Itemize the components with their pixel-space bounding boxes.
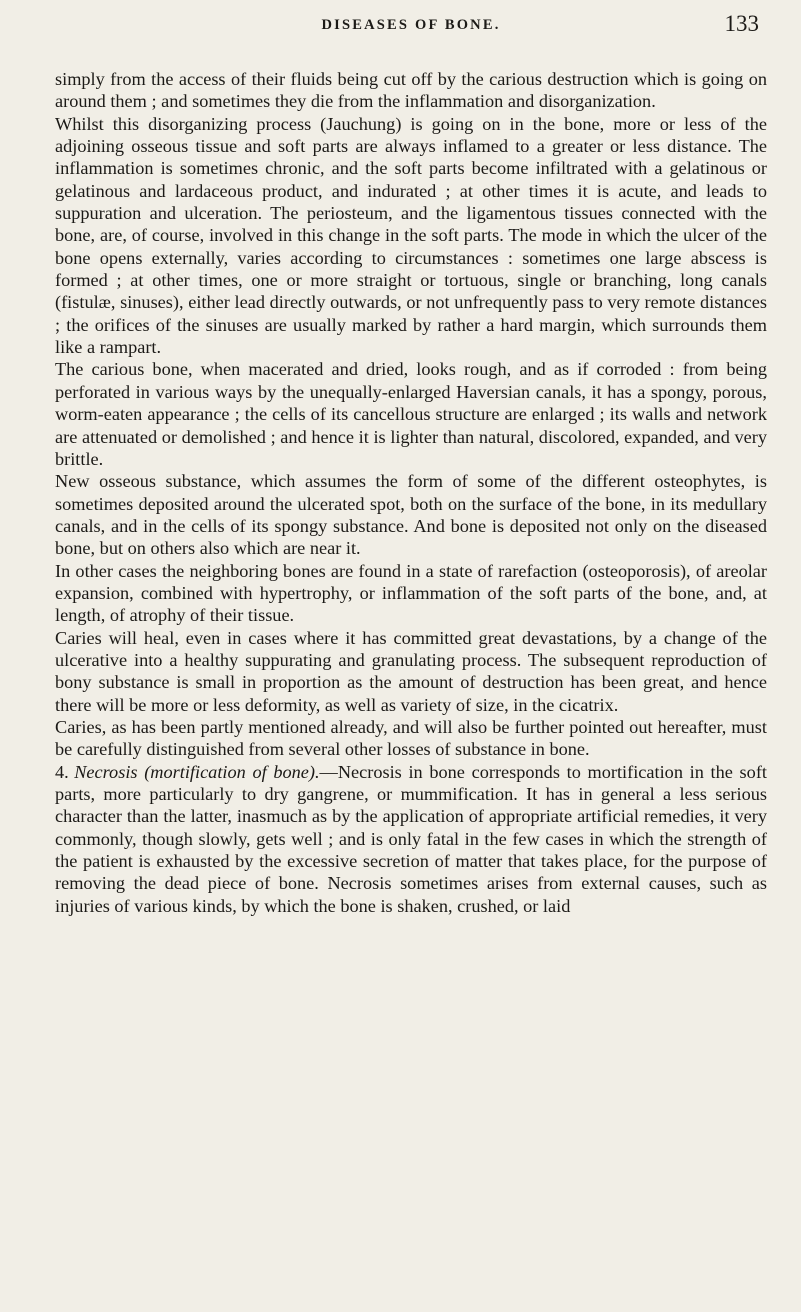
paragraph-neighboring-bones: In other cases the neighboring bones are found in a state of rarefaction (osteoporosis), of areolar expansion, combined with hypertrophy, or inflammation of the soft parts of the bone, and, at length, of atrophy of their tissue. — [55, 560, 767, 626]
paragraph-caries-distinguished: Caries, as has been partly mentioned already, and will also be further pointed out hereafter, must be carefully distinguished from several other losses of substance in bone. — [55, 716, 767, 760]
section-title-name: Necrosis — [74, 761, 138, 782]
book-page — [55, 11, 767, 917]
body-text — [55, 68, 767, 917]
section-text: —Necrosis in bone corresponds to mortification in the soft parts, more particularly to dry gangrene, or mummification. It has in general a less serious character than the latter, inasmuch as by the application of appropriate artificial remedies, it very commonly, though slowly, gets well ; and is only fatal in the few cases in which the strength of the patient is exhausted by the excessive secretion of matter that takes place, for the purpose of removing the dead piece of bone. Necrosis sometimes arises from external causes, such as injuries of various kinds, by which the bone is shaken, crushed, or laid — [55, 761, 767, 916]
paragraph-carious-bone: The carious bone, when macerated and dried, looks rough, and as if corroded : from being perforated in various ways by the unequally-enlarged Haversian canals, it has a spongy, porous, worm-eaten appearance ; the cells of its cancellous structure are enlarged ; its walls and network are attenuated or demolished ; and hence it is lighter than natural, discolored, expanded, and very brittle. — [55, 359, 767, 469]
page-number: 133 — [724, 11, 759, 36]
paragraph-caries-healing: Caries will heal, even in cases where it has committed great devastations, by a change of the ulcerative into a healthy suppurating and granulating process. The subsequent reproduction of bony substance is small in proportion as the amount of destruction has been great, and hence there will be more or less deformity, as well as variety of size, in the cicatrix. — [55, 627, 767, 715]
page-header — [55, 11, 767, 44]
paragraph-continuation: simply from the access of their fluids being cut off by the carious destruction which is going on around them ; and sometimes they die from the inflammation and disorganization. — [55, 69, 767, 112]
running-head: DISEASES OF BONE. — [321, 17, 501, 33]
section-title-gloss: (mortification of bone). — [144, 761, 320, 782]
section-number: 4. — [55, 761, 69, 782]
paragraph-disorganizing-process: Whilst this disorganizing process (Jauchung) is going on in the bone, more or less of the adjoining osseous tissue and soft parts are always inflamed to a greater or less distance. The inflammation is sometimes chronic, and the soft parts become infiltrated with a gelatinous or gelatinous and lardaceous product, and indurated ; at other times it is acute, and leads to suppuration and ulceration. The periosteum, and the ligamentous tissues connected with the bone, are, of course, involved in this change in the soft parts. The mode in which the ulcer of the bone opens externally, varies according to circumstances : sometimes one large abscess is formed ; at other times, one or more straight or tortuous, single or branching, long canals (fistulæ, sinuses), either lead directly outwards, or not unfrequently pass to very remote distances ; the orifices of the sinuses are usually marked by rather a hard margin, which surrounds them like a rampart. — [55, 113, 767, 358]
paragraph-necrosis — [55, 761, 767, 917]
paragraph-new-osseous-substance: New osseous substance, which assumes the form of some of the different osteophytes, is sometimes deposited around the ulcerated spot, both on the surface of the bone, in its medullary canals, and in the cells of its spongy substance. And bone is deposited not only on the diseased bone, but on others also which are near it. — [55, 471, 767, 559]
